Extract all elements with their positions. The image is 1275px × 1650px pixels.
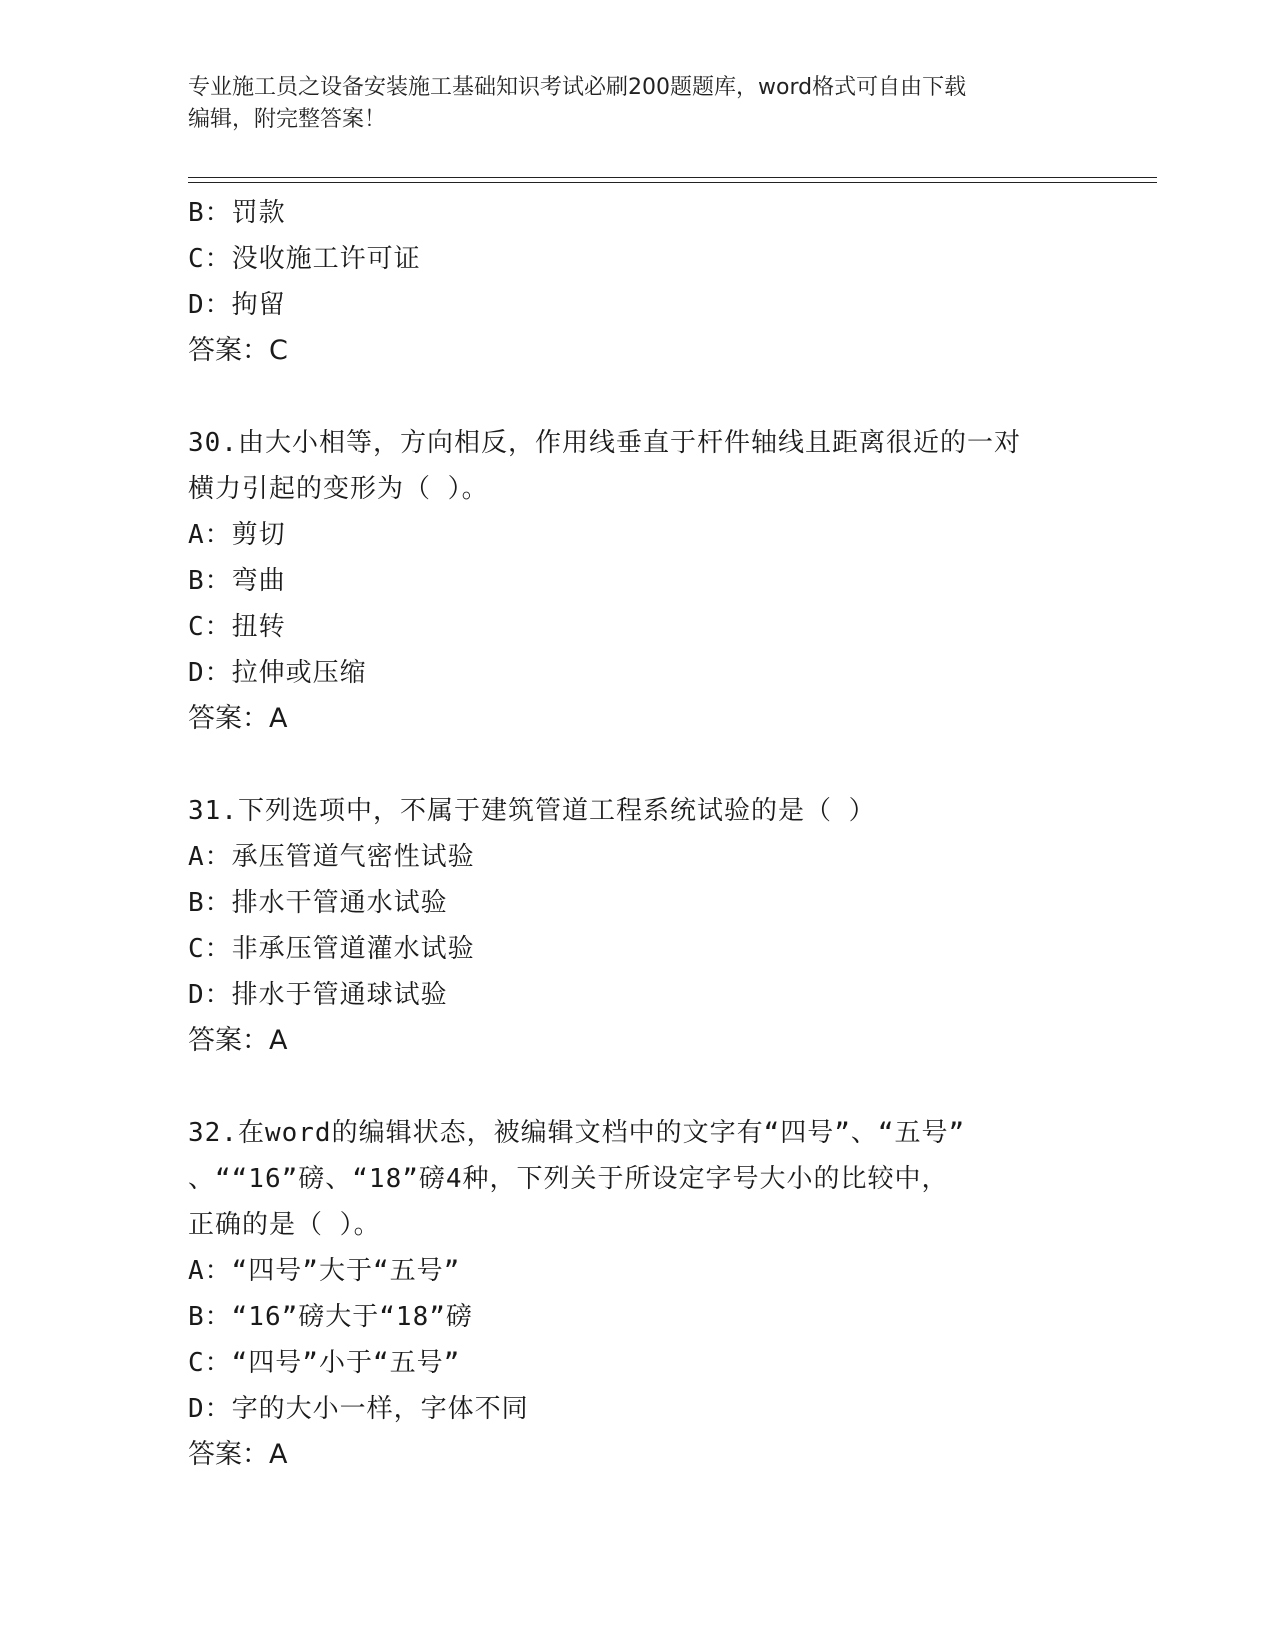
- question-stem: 31.下列选项中，不属于建筑管道工程系统试验的是（ ）: [188, 796, 876, 826]
- answer-label: 答案：A: [188, 703, 288, 734]
- option-b: B：弯曲: [188, 566, 286, 596]
- option-c: C：“四号”小于“五号”: [188, 1348, 461, 1378]
- spacer: [188, 374, 1088, 420]
- question-stem: 32.在word的编辑状态，被编辑文档中的文字有“四号”、“五号”: [188, 1118, 966, 1148]
- answer-label: 答案：C: [188, 335, 288, 366]
- question-stem: 横力引起的变形为（ ）。: [188, 474, 489, 504]
- spacer: [188, 742, 1088, 788]
- question-list: [188, 190, 1088, 1478]
- option-c: C：非承压管道灌水试验: [188, 934, 475, 964]
- question-29-tail: [188, 190, 1088, 374]
- header-title-line-1: 专业施工员之设备安装施工基础知识考试必刷200题题库，word格式可自由下载: [188, 75, 967, 100]
- question-30: [188, 420, 1088, 742]
- spacer: [188, 1064, 1088, 1110]
- option-d: D：字的大小一样，字体不同: [188, 1394, 529, 1424]
- option-b: B：罚款: [188, 198, 286, 228]
- option-a: A：承压管道气密性试验: [188, 842, 475, 872]
- option-d: D：拘留: [188, 290, 286, 320]
- document-header: [188, 72, 1068, 136]
- option-c: C：扭转: [188, 612, 286, 642]
- answer-label: 答案：A: [188, 1439, 288, 1470]
- option-d: D：排水于管通球试验: [188, 980, 448, 1010]
- question-stem: 30.由大小相等，方向相反，作用线垂直于杆件轴线且距离很近的一对: [188, 428, 1021, 458]
- option-b: B：“16”磅大于“18”磅: [188, 1302, 473, 1332]
- question-stem: 、““16”磅、“18”磅4种，下列关于所设定字号大小的比较中，: [188, 1164, 949, 1194]
- header-title-line-2: 编辑，附完整答案！: [188, 107, 387, 132]
- header-divider-top: [188, 177, 1157, 178]
- option-d: D：拉伸或压缩: [188, 658, 367, 688]
- header-divider-bottom: [188, 182, 1157, 183]
- answer-label: 答案：A: [188, 1025, 288, 1056]
- option-a: A：“四号”大于“五号”: [188, 1256, 461, 1286]
- question-32: [188, 1110, 1088, 1478]
- option-a: A：剪切: [188, 520, 286, 550]
- question-31: [188, 788, 1088, 1064]
- option-c: C：没收施工许可证: [188, 244, 421, 274]
- question-stem: 正确的是（ ）。: [188, 1210, 381, 1240]
- option-b: B：排水干管通水试验: [188, 888, 448, 918]
